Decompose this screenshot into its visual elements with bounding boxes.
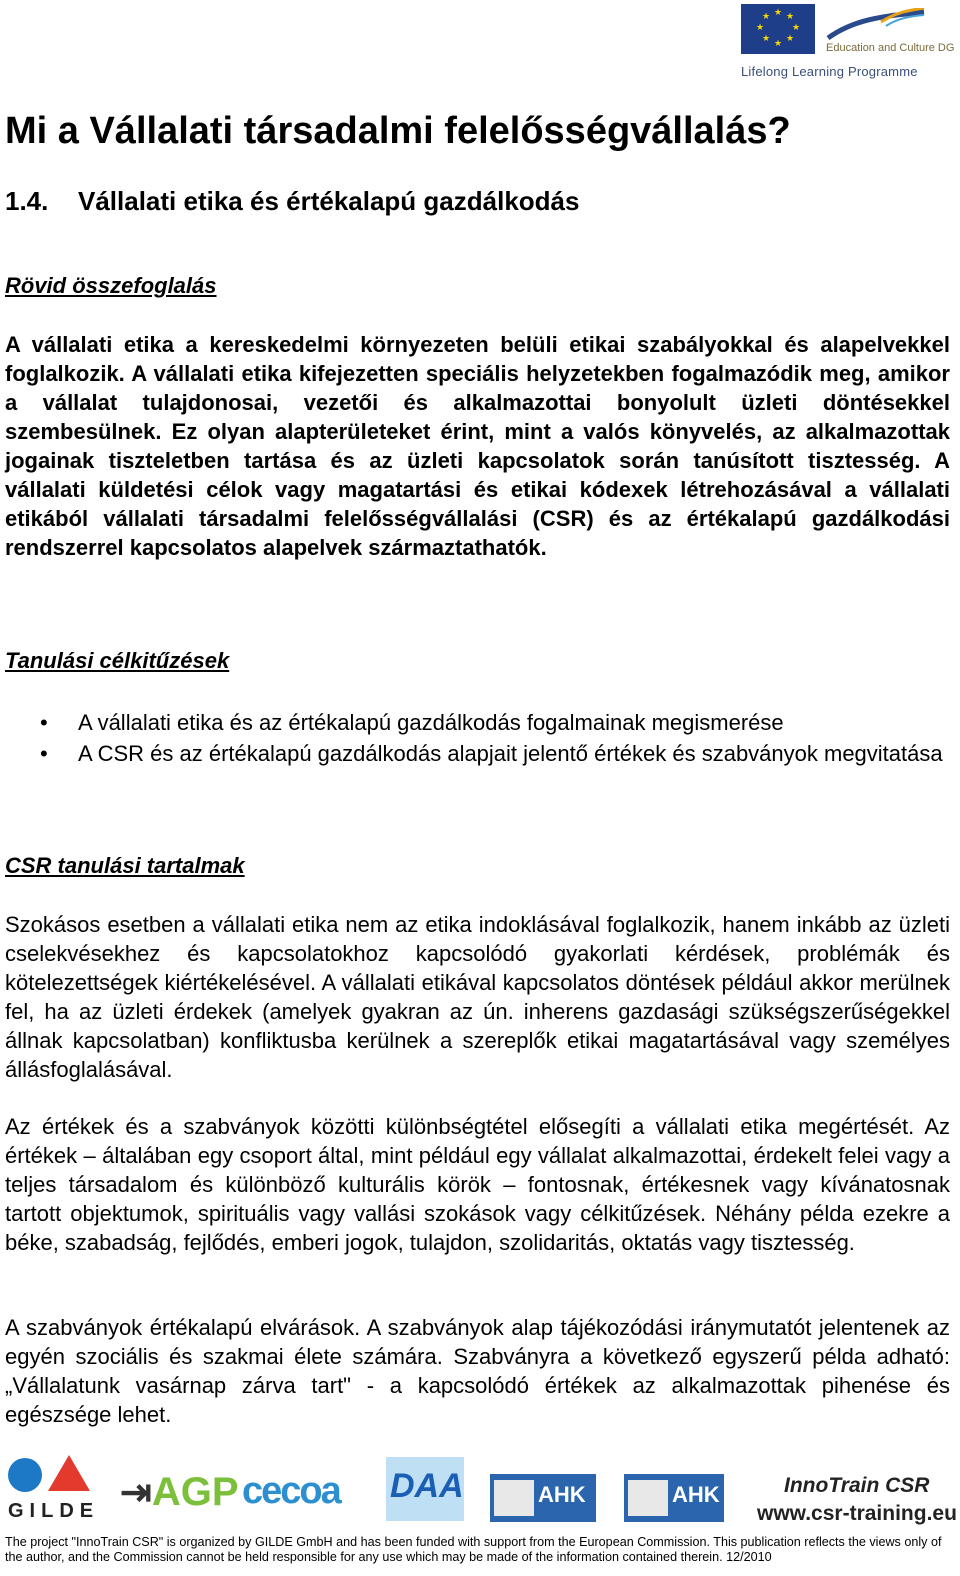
list-item: • A CSR és az értékalapú gazdálkodás alapjait jelentő értékek és szabványok megvitatása [40,741,943,766]
summary-text: A vállalati etika a kereskedelmi környezeten belüli etikai szabályokkal és alapelvekkel foglalkozik. A vállalati etika kifejezetten speciális helyzetekben fogalmazódik meg, amikor a vállalat tulajdonosai, vezetői és alkalmazottai bonyolult üzleti döntésekkel szembesülnek. Ez olyan alapterületeket érint, mint a valós könyvelés, az alkalmazottak jogainak tiszteletben tartása és az üzleti kapcsolatok során tanúsított tisztesség. A vállalati küldetési célok vagy magatartási és etikai kódexek létrehozásával a vállalati etikából vállalati társadalmi felelősségvállalási (CSR) és az értékalapú gazdálkodási rendszerrel kapcsolatos alapelvek származtathatók. [5,332,950,560]
list-item: • A vállalati etika és az értékalapú gazdálkodás fogalmainak megismerése [40,710,784,735]
bullet-icon: • [40,710,48,735]
project-url[interactable]: www.csr-training.eu [757,1502,957,1525]
content-paragraph-3: A szabványok értékalapú elvárások. A szabványok alap tájékozódási iránymutatót jelentenek az egyén szociális és szakmai élete számára. Szabványra a következő egyszerű példa adható: „Vállalatunk vasárnap zárva tart" - a kapcsolódó értékek az alkalmazottak pihenése és egészsége lehet. [5,1315,950,1427]
bullet-icon: • [40,741,48,766]
objectives-list [40,708,950,770]
gilde-logo-circle-icon [8,1458,42,1492]
llp-name-label: Lifelong Learning Programme [741,64,918,79]
llp-dg-label: Education and Culture DG [826,42,955,54]
flag-icon [494,1480,534,1516]
cecoa-logo: cecoa [242,1470,340,1512]
content-heading: CSR tanulási tartalmak [5,853,245,878]
section-heading [5,186,579,217]
summary-heading: Rövid összefoglalás [5,273,217,298]
footer-note: The project "InnoTrain CSR" is organized by GILDE GmbH and has been funded with support from the European Commission. This publication reflects the views only of the author, and the Commission cannot be held responsible for any use which may be made of the information contained therein. 12/2010 [5,1535,942,1564]
llp-swoosh-icon [826,8,926,44]
objectives-heading: Tanulási célkitűzések [5,648,230,673]
content-paragraph-2: Az értékek és a szabványok közötti különbségtétel elősegíti a vállalati etika megértését. Az értékek – általában egy csoport által, mint például egy vállalat alkalmazottai, érdekelt felei vagy a teljes társadalom és különböző kulturális körök – fontosnak, értékesnek vagy kívánatosnak tartott objektumok, spirituális vagy vallási szokások vagy célkitűzések. Néhány példa ezekre a béke, szabadság, fejlődés, emberi jogok, tulajdon, szolidaritás, oktatás vagy tisztesség. [5,1114,950,1255]
gilde-logo: GILDE [8,1500,100,1522]
ahk-logo-2: AHK [624,1474,724,1522]
section-number: 1.4. [5,186,49,216]
innotrain-label: InnoTrain CSR [784,1474,930,1497]
ahk-logo-1: AHK [490,1474,596,1522]
agp-logo: ⇥AGP [120,1470,239,1514]
page-title: Mi a Vállalati társadalmi felelősségvállalás? [5,110,791,152]
daa-logo: DAA [386,1457,464,1521]
section-title: Vállalati etika és értékalapú gazdálkodás [78,186,580,216]
gilde-logo-roof-icon [48,1455,90,1491]
content-paragraph-1: Szokásos esetben a vállalati etika nem az etika indoklásával foglalkozik, hanem inkább az üzleti cselekvésekhez és kapcsolatokhoz kapcsolódó gyakorlati kérdések, problémák és kötelezettségek kiértékelésével. A vállalati etikával kapcsolatos döntések például akkor merülnek fel, ha az üzleti érdekek (amelyek gyakran az ún. inherens gazdasági szükségszerűségekkel állnak kapcsolatban) konfliktusba kerülnek a szereplők etikai magatartásával vagy személyes állásfoglalásával. [5,912,950,1082]
flag-icon [628,1480,668,1516]
eu-flag-icon: ★ ★ ★ ★ ★ ★ ★ ★ [741,4,815,54]
